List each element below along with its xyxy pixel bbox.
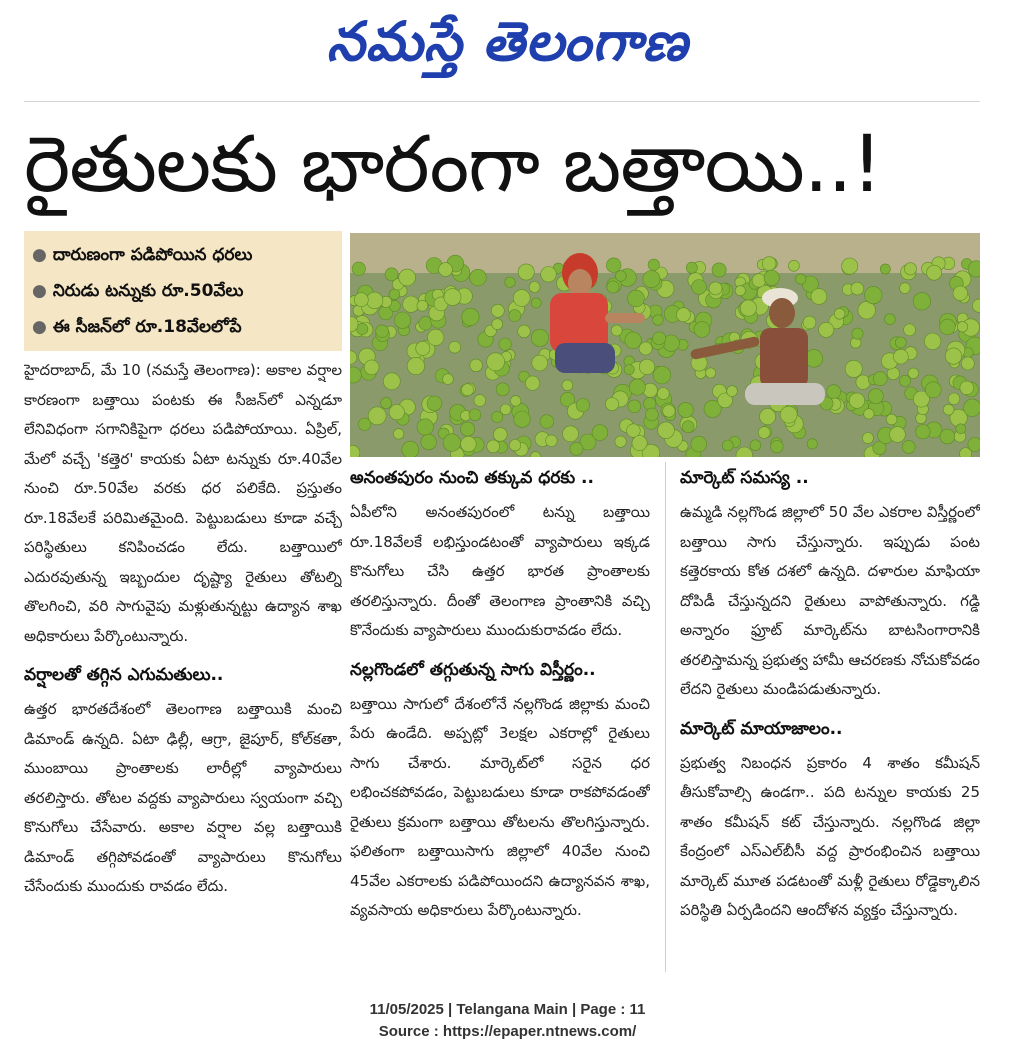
fruit-shape (629, 379, 645, 395)
fruit-shape (927, 265, 942, 280)
article-column-1 (24, 356, 342, 976)
fruit-shape (852, 328, 863, 339)
fruit-shape (886, 414, 897, 425)
article-column-2 (350, 462, 650, 972)
fruit-shape (653, 366, 671, 384)
fruit-shape (780, 406, 797, 423)
fruit-shape (462, 308, 479, 325)
fruit-shape (925, 382, 941, 398)
fruit-shape (803, 316, 816, 329)
fruit-shape (510, 396, 521, 407)
fruit-shape (885, 314, 896, 325)
fruit-shape (924, 333, 941, 350)
fruit-shape (407, 357, 424, 374)
fruit-shape (760, 409, 776, 425)
fruit-shape (657, 388, 669, 400)
fruit-shape (678, 402, 693, 417)
fruit-shape (712, 263, 726, 277)
fruit-shape (541, 267, 557, 283)
footer-edition-info: 11/05/2025 | Telangana Main | Page : 11 (369, 1001, 646, 1018)
fruit-shape (653, 332, 666, 345)
fruit-shape (491, 304, 504, 317)
fruit-shape (611, 325, 622, 336)
fruit-shape (940, 319, 956, 335)
fruit-shape (394, 312, 410, 328)
highlight-text: నిరుడు టన్నుకు రూ.50వేలు (52, 281, 244, 301)
article-paragraph: ఏపీలోని అనంతపురంలో టన్ను బత్తాయి రూ.18వేలకే లభిస్తుండటంతో వ్యాపారులు ఇక్కడ కొనుగోలు చేసి ఉత్తర భారత ప్రాంతాలకు తరలిస్తున్నారు. దీంతో తెలంగాణ ప్రాంతానికి వచ్చి కొనేందుకు వ్యాపారులు ముందుకురావడం లేదు. (350, 503, 650, 639)
fruit-shape (899, 375, 910, 386)
section-subheading: అనంతపురం నుంచి తక్కువ ధరకు .. (350, 468, 594, 488)
fruit-shape (492, 411, 503, 422)
fruit-shape (827, 385, 841, 399)
fruit-shape (563, 426, 579, 442)
fruit-shape (383, 373, 400, 390)
article-paragraph: ఉమ్మడి నల్లగొండ జిల్లాలో 50 వేల ఎకరాల విస్తీర్ణంలో బత్తాయి సాగు చేస్తున్నారు. ఇప్పుడు పంట కత్తెరకాయ కోత దశలో ఉన్నది. దళారుల మాఫియా దోపిడీ చేస్తున్నదని రైతులు వాపోతున్నారు. గడ్డి అన్నారం ఫ్రూట్ మార్కెట్‌ను బాటసింగారానికి తరలిస్తామన్న ప్రభుత్వ హామీ ఆచరణకు నోచుకోవడం లేదని రైతులు మండిపడుతున్నారు. (680, 503, 980, 698)
fruit-shape (381, 398, 392, 409)
fruit-shape (615, 436, 626, 447)
fruit-shape (402, 441, 419, 457)
fruit-shape (632, 436, 647, 451)
fruit-shape (403, 296, 419, 312)
fruit-shape (682, 421, 694, 433)
highlight-text: ఈ సీజన్‌లో రూ.18వేలలోపే (52, 317, 242, 337)
fruit-shape (470, 269, 487, 286)
fruit-shape (616, 271, 627, 282)
fruit-shape (902, 440, 915, 453)
fruit-shape (727, 386, 738, 397)
fruit-shape (606, 258, 621, 273)
fruit-shape (500, 404, 511, 415)
fruit-shape (385, 268, 398, 281)
fruit-shape (417, 419, 433, 435)
fruit-shape (908, 368, 919, 379)
fruit-shape (658, 422, 675, 439)
article-paragraph: ఉత్తర భారతదేశంలో తెలంగాణ బత్తాయికి మంచి డిమాండ్ ఉన్నది. ఏటా ఢిల్లీ, ఆగ్రా, జైపూర్, కోల్‌కతా, ముంబాయి ప్రాంతాలకు లారీల్లో వ్యాపారులు తరలిస్తారు. తోటల వద్దకు వ్యాపారులు స్వయంగా వచ్చి కొనుగోలు చేసేవారు. అకాల వర్షాల వల్ల బత్తాయికి డిమాండ్ తగ్గిపోవడంతో వ్యాపారులు కొనుగోలు చేసేందుకు ముందుకు రావడం లేదు. (24, 700, 342, 895)
fruit-shape (943, 404, 954, 415)
fruit-shape (961, 357, 974, 370)
fruit-shape (469, 409, 481, 421)
fruit-shape (419, 317, 432, 330)
fruit-shape (706, 368, 716, 378)
column-divider (665, 462, 666, 972)
fruit-shape (957, 322, 967, 332)
fruit-shape (819, 322, 834, 337)
fruit-shape (964, 399, 981, 416)
fruit-shape (427, 396, 442, 411)
fruit-shape (529, 282, 540, 293)
fruit-shape (694, 322, 710, 338)
fruit-shape (518, 325, 531, 338)
fruit-shape (856, 375, 870, 389)
fruit-shape (366, 292, 383, 309)
fruit-shape (399, 269, 416, 286)
fruit-shape (393, 429, 404, 440)
fruit-shape (842, 258, 858, 274)
fruit-shape (389, 405, 404, 420)
fruit-shape (639, 342, 652, 355)
fruit-shape (354, 293, 368, 307)
fruit-shape (606, 398, 619, 411)
fruit-shape (487, 440, 500, 453)
fruit-shape (518, 264, 534, 280)
masthead-divider (24, 101, 980, 102)
fruit-shape (628, 400, 641, 413)
bullet-icon: ● (32, 317, 47, 337)
fruit-shape (474, 395, 486, 407)
photo-illustration (350, 233, 980, 457)
fruit-shape (811, 289, 827, 305)
highlight-text: దారుణంగా పడిపోయిన ధరలు (52, 245, 253, 265)
fruit-shape (740, 300, 756, 316)
fruit-shape (492, 319, 503, 330)
fruit-shape (562, 380, 573, 391)
fruit-shape (493, 428, 507, 442)
fruit-shape (487, 353, 505, 371)
fruit-shape (628, 290, 645, 307)
fruit-shape (900, 283, 911, 294)
fruit-shape (862, 433, 873, 444)
fruit-shape (868, 389, 883, 404)
fruit-shape (834, 308, 845, 319)
fruit-shape (624, 365, 634, 375)
footer-source-link[interactable]: Source : https://epaper.ntnews.com/ (378, 1023, 637, 1040)
fruit-shape (496, 383, 509, 396)
fruit-shape (443, 374, 454, 385)
fruit-shape (449, 341, 461, 353)
fruit-shape (953, 286, 968, 301)
article-headline: రైతులకు భారంగా బత్తాయి..! (24, 120, 882, 210)
fruit-shape (357, 323, 368, 334)
fruit-shape (625, 332, 642, 349)
fruit-shape (771, 440, 783, 452)
article-paragraph: బత్తాయి సాగులో దేశంలోనే నల్లగొండ జిల్లాకు మంచి పేరు ఉండేది. అప్పట్లో 3లక్షల ఎకరాల్లో రైతులు సాగు చేశారు. మార్కెట్‌లో సరైన ధర లభించకపోవడం, పెట్టుబడులు కూడా రాకపోవడంతో రైతులు క్రమంగా బత్తాయి తోటలను తొలగిస్తున్నారు. ఫలితంగా బత్తాయిసాగు జిల్లాలో 40వేల నుంచి 45వేల ఎకరాలకు పడిపోయిందని ఉద్యానవన శాఖ, వ్యవసాయ అధికారులు పేర్కొంటున్నారు. (350, 694, 650, 919)
fruit-shape (358, 418, 370, 430)
fruit-shape (525, 376, 539, 390)
article-photo (350, 233, 980, 457)
fruit-shape (570, 442, 583, 455)
fruit-shape (509, 310, 521, 322)
highlight-item (32, 273, 334, 309)
fruit-shape (960, 381, 974, 395)
fruit-shape (532, 355, 548, 371)
fruit-shape (913, 293, 930, 310)
fruit-shape (505, 277, 515, 287)
article-column-3 (680, 462, 980, 972)
fruit-shape (540, 415, 554, 429)
fruit-shape (904, 263, 916, 275)
fruit-shape (758, 427, 770, 439)
fruit-shape (849, 393, 864, 408)
fruit-shape (851, 282, 864, 295)
fruit-shape (389, 289, 400, 300)
fruit-shape (865, 286, 882, 303)
fruit-shape (945, 348, 961, 364)
fruit-shape (750, 440, 761, 451)
fruit-shape (677, 308, 691, 322)
fruit-shape (443, 434, 461, 452)
fruit-shape (509, 440, 520, 451)
fruit-shape (439, 263, 453, 277)
section-subheading: మార్కెట్ సమస్య .. (680, 468, 809, 488)
fruit-shape (531, 329, 548, 346)
fruit-shape (462, 384, 474, 396)
fruit-shape (968, 438, 980, 452)
fruit-shape (499, 338, 511, 350)
fruit-shape (607, 281, 619, 293)
fruit-shape (709, 282, 722, 295)
fruit-shape (648, 259, 659, 270)
fruit-shape (764, 270, 779, 285)
fruit-shape (762, 257, 776, 271)
highlight-item (32, 237, 334, 273)
section-subheading: వర్షాలతో తగ్గిన ఎగుమతులు.. (24, 665, 224, 685)
section-subheading: నల్లగొండలో తగ్గుతున్న సాగు విస్తీర్ణం.. (350, 659, 596, 680)
fruit-shape (880, 264, 890, 274)
fruit-shape (592, 425, 608, 441)
fruit-shape (691, 436, 707, 452)
fruit-shape (653, 315, 664, 326)
fruit-shape (845, 360, 862, 377)
fruit-shape (364, 360, 379, 375)
fruit-shape (692, 280, 707, 295)
fruit-shape (444, 289, 461, 306)
fruit-shape (461, 436, 477, 452)
fruit-shape (722, 440, 733, 451)
article-paragraph: హైదరాబాద్, మే 10 (నమస్తే తెలంగాణ): అకాల వర్షాల కారణంగా బత్తాయి పంటకు ఈ సీజన్‌లో ఎన్నడూ లేనివిధంగా సగానికిపైగా ధరలు పడిపోయాయి. ఏప్రిల్, మేలో వచ్చే 'కత్తెర' కాయకు ఏటా టన్నుకు రూ.40వేల నుంచి రూ.50వేల వరకు ధర పలికేది. ప్రస్తుతం రూ.18వేలకే పరిమితమైంది. పెట్టుబడులు కూడా వచ్చే పరిస్థితులు కనిపించడం లేదు. బత్తాయిలో ఎదురవుతున్న ఇబ్బందుల దృష్ట్యా రైతులు తోటల్ని తొలగించి, వరి సాగువైపు మళ్లుతున్నట్టు ఉద్యాన శాఖ అధికారులు పేర్కొంటున్నారు. (24, 361, 342, 645)
highlight-item (32, 309, 334, 345)
fruit-shape (940, 429, 955, 444)
fruit-shape (643, 271, 660, 288)
fruit-shape (421, 434, 437, 450)
fruit-shape (916, 425, 930, 439)
fruit-shape (796, 274, 806, 284)
fruit-shape (873, 372, 887, 386)
fruit-shape (890, 427, 906, 443)
fruit-shape (546, 435, 558, 447)
fruit-shape (576, 399, 589, 412)
fruit-shape (428, 329, 444, 345)
fruit-shape (864, 409, 874, 419)
fruit-shape (416, 341, 430, 355)
fruit-shape (894, 349, 909, 364)
article-paragraph: ప్రభుత్వ నిబంధన ప్రకారం 4 శాతం కమీషన్ తీసుకోవాల్సి ఉండగా.. పది టన్నుల కాయకు 25 శాతం కమీషన్ కట్ చేస్తున్నారు. నల్లగొండ జిల్లా కేంద్రంలో ఎస్ఎల్‌బీసీ వద్ద ప్రారంభించిన బత్తాయి మార్కెట్ మూత పడటంతో మళ్లీ రైతులు రోడ్డెక్కాలిన పరిస్థితి ఏర్పడిందని ఆందోళన వ్యక్తం చేస్తున్నారు. (680, 753, 980, 919)
bullet-icon: ● (32, 245, 47, 265)
fruit-shape (531, 298, 541, 308)
highlights-box (24, 231, 342, 351)
fruit-shape (514, 411, 530, 427)
fruit-shape (895, 337, 906, 348)
fruit-shape (417, 300, 428, 311)
fruit-shape (663, 405, 675, 417)
bullet-icon: ● (32, 281, 47, 301)
section-subheading: మార్కెట్ మాయాజాలం.. (680, 718, 843, 739)
fruit-shape (904, 324, 916, 336)
fruit-shape (376, 325, 389, 338)
fruit-shape (788, 260, 799, 271)
fruit-shape (807, 439, 817, 449)
fruit-shape (513, 290, 530, 307)
fruit-shape (646, 408, 659, 421)
fruit-shape (735, 286, 745, 296)
fruit-shape (461, 422, 475, 436)
fruit-shape (752, 274, 766, 288)
fruit-shape (956, 424, 966, 434)
fruit-shape (368, 407, 386, 425)
fruit-shape (352, 262, 365, 275)
fruit-shape (470, 359, 483, 372)
fruit-shape (948, 393, 960, 405)
fruit-shape (644, 398, 656, 410)
masthead-logo: నమస్తే తెలంగాణ (326, 9, 689, 73)
fruit-shape (686, 262, 697, 273)
fruit-shape (639, 359, 654, 374)
